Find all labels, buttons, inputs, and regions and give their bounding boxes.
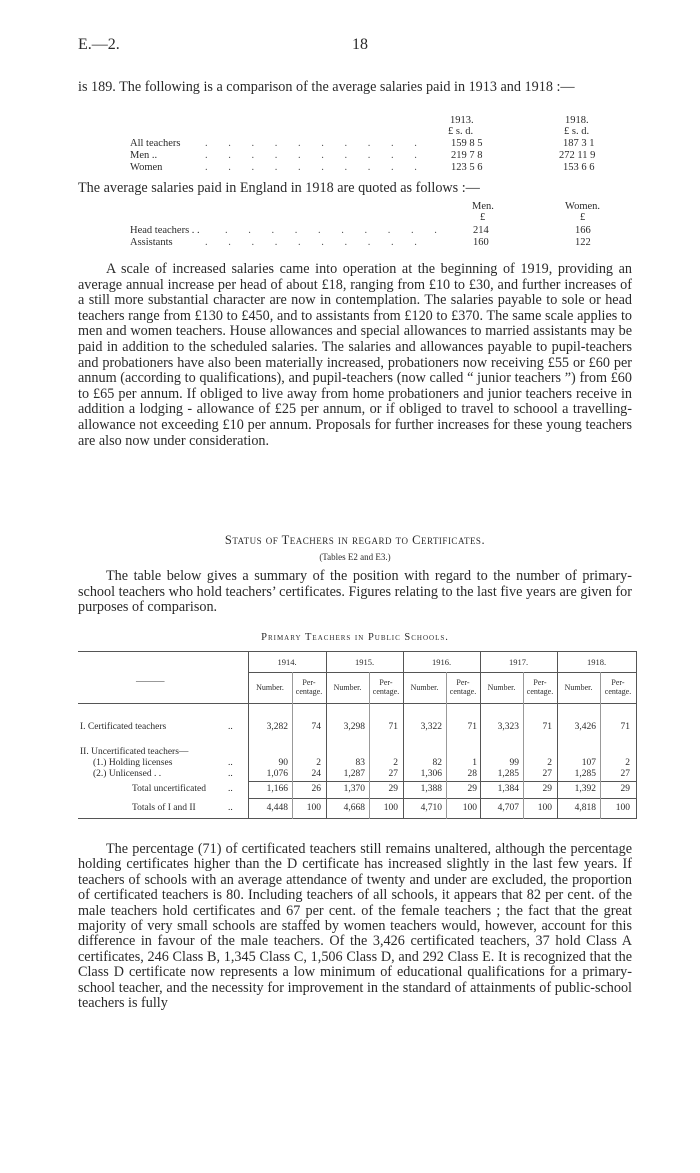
table-corner-dash: ——— (136, 677, 165, 687)
value-1918: 153 6 6 (563, 162, 595, 173)
cell-percentage: 24 (311, 769, 321, 779)
cell-number: 3,282 (266, 722, 288, 732)
cell-percentage: 28 (467, 769, 477, 779)
intro-paragraph: is 189. The following is a comparison of the average salaries paid in 1913 and 1918 :— (78, 79, 575, 95)
cell-percentage: 29 (388, 784, 398, 794)
cell-number: 99 (509, 758, 519, 768)
cell-percentage: 71 (467, 722, 477, 732)
table-title: Primary Teachers in Public Schools. (261, 632, 449, 643)
teachers-table (78, 651, 637, 819)
cell-number: 4,710 (420, 803, 442, 813)
cell-percentage: 2 (316, 758, 321, 768)
col-heading-men: Men. (472, 201, 494, 212)
subheading-number: Number. (410, 683, 439, 692)
cell-percentage: 100 (462, 803, 477, 813)
section-subheading: (Tables E2 and E3.) (319, 552, 391, 562)
cell-percentage: 71 (620, 722, 630, 732)
cell-percentage: 74 (311, 722, 321, 732)
cell-percentage: 1 (472, 758, 477, 768)
subheading-number: Number. (487, 683, 516, 692)
value-women: 166 (575, 225, 591, 236)
percentage-paragraph: The percentage (71) of certificated teachers still remains unaltered, although the percentage holding certificates higher than the D certificate has increased slightly in the last few years. If teachers of schools with an average attendance of twenty and under are excluded, the proportion of certificated teachers is 80. Including teachers of all schools, it appears that 82 per cent. of the male teachers hold certificates and 67 per cent. of the female teachers ; the fact that the great majority of very small schools are staffed by women teachers would, however, account for this difference in favour of the male teachers. Of the 3,426 certificated teachers, 37 hold Class A certificates, 246 Class B, 1,345 Class C, 1,506 Class D, and 292 Class E. It is recognized that the Class D certificate now represents a low minimum of educational qualifications for a primary-school teacher, and the necessity for improvement in the standard of attainments of public-school teachers is fully (78, 841, 632, 1012)
cell-percentage: 27 (388, 769, 398, 779)
row-label-uncertificated: II. Uncertificated teachers— (80, 747, 189, 757)
leader-dots: . . . . . . . . . . (225, 225, 446, 236)
year-heading: 1917. (508, 657, 529, 667)
row-label-totals: Totals of I and II (132, 803, 196, 813)
cell-percentage: 71 (388, 722, 398, 732)
value-men: 214 (473, 225, 489, 236)
cell-number: 1,370 (343, 784, 365, 794)
cell-percentage: 27 (542, 769, 552, 779)
table-top-rule (78, 651, 637, 652)
year-heading: 1918. (586, 657, 607, 667)
col-heading-1913: 1913. (450, 115, 474, 126)
cell-number: 1,285 (497, 769, 519, 779)
page-number: 18 (352, 36, 368, 53)
year-heading: 1916. (431, 657, 452, 667)
units-1918: £ s. d. (564, 126, 590, 137)
row-label: Head teachers . . (130, 225, 200, 236)
cell-percentage: 100 (537, 803, 552, 813)
cell-number: 1,388 (420, 784, 442, 794)
value-1913: 123 5 6 (451, 162, 483, 173)
year-heading: 1915. (354, 657, 375, 667)
cell-number: 1,285 (574, 769, 596, 779)
leader-dots: . . . . . . . . . . (205, 162, 426, 173)
summary-paragraph: The table below gives a summary of the position with regard to the number of primary-school teachers who hold teachers’ certificates. Figures relating to the last five years are given for purposes of comparison. (78, 568, 632, 616)
cell-number: 82 (432, 758, 442, 768)
cell-percentage: 2 (393, 758, 398, 768)
cell-percentage: 27 (620, 769, 630, 779)
cell-number: 83 (355, 758, 365, 768)
cell-percentage: 29 (467, 784, 477, 794)
cell-number: 1,076 (266, 769, 288, 779)
cell-percentage: 2 (625, 758, 630, 768)
cell-percentage: 29 (620, 784, 630, 794)
cell-number: 1,166 (266, 784, 288, 794)
row-dots: .. (228, 758, 233, 768)
cell-number: 4,818 (574, 803, 596, 813)
cell-number: 3,323 (497, 722, 519, 732)
table-total-rule (248, 798, 637, 799)
cell-number: 4,668 (343, 803, 365, 813)
england-intro: The average salaries paid in England in 1918 are quoted as follows :— (78, 180, 480, 196)
cell-percentage: 2 (547, 758, 552, 768)
cell-number: 4,707 (497, 803, 519, 813)
row-dots: .. (228, 803, 233, 813)
subheading-number: Number. (256, 683, 284, 692)
unit-men: £ (480, 212, 486, 223)
subheading-percentage: Per- centage. (604, 678, 632, 696)
section-heading: Status of Teachers in regard to Certificates. (224, 533, 486, 547)
cell-number: 3,298 (343, 722, 365, 732)
cell-percentage: 100 (306, 803, 321, 813)
row-label-holding-licenses: (1.) Holding licenses (93, 758, 173, 768)
cell-percentage: 71 (542, 722, 552, 732)
cell-percentage: 100 (615, 803, 630, 813)
subheading-number: Number. (333, 683, 362, 692)
value-1913: 219 7 8 (451, 150, 483, 161)
row-label-total-uncertificated: Total uncertificated (132, 784, 206, 794)
scale-paragraph: A scale of increased salaries came into operation at the beginning of 1919, providing an average annual increase per head of about £18, ranging from £10 to £30, and further increases of a still more substantial character are now in contemplation. The salaries payable to sole or head teachers range from £130 to £450, and to assistants from £120 to £370. The same scale applies to men and women teachers. House allowances and special allowances to married assistants may be paid in addition to the scheduled salaries. The salaries and allowances payable to pupil-teachers and probationers have also been materially increased, probationers now receiving £55 or £60 per annum (according to qualifications), and pupil-teachers (now called “ junior teachers ”) from £60 to £65 per annum. If obliged to live away from home probationers and junior teachers receive in addition a lodging - allowance of £25 per annum, or if obliged to travel to schoool a travelling-allowance not exceeding £10 per annum. Proposals for further increases for these young teachers are also now under consideration. (78, 261, 632, 449)
value-men: 160 (473, 237, 489, 248)
cell-percentage: 26 (311, 784, 321, 794)
value-1918: 187 3 1 (563, 138, 595, 149)
table-year-rule (248, 672, 637, 673)
value-1913: 159 8 5 (451, 138, 483, 149)
units-1913: £ s. d. (448, 126, 474, 137)
cell-number: 1,392 (574, 784, 596, 794)
page-reference: E.—2. (78, 36, 120, 53)
subheading-percentage: Per- centage. (526, 678, 554, 696)
table-subtotal-rule (248, 781, 637, 782)
row-dots: .. (228, 722, 233, 732)
cell-number: 4,448 (266, 803, 288, 813)
row-label: Assistants (130, 237, 173, 248)
row-label-certificated: I. Certificated teachers (80, 722, 167, 732)
subheading-number: Number. (564, 683, 593, 692)
cell-number: 3,322 (420, 722, 442, 732)
subheading-percentage: Per- centage. (372, 678, 400, 696)
row-label: All teachers (130, 138, 181, 149)
cell-percentage: 100 (383, 803, 398, 813)
cell-number: 90 (278, 758, 288, 768)
unit-women: £ (580, 212, 586, 223)
subheading-percentage: Per- centage. (449, 678, 477, 696)
row-dots: .. (228, 784, 233, 794)
leader-dots: . . . . . . . . . . (205, 138, 426, 149)
row-label: Men .. (130, 150, 158, 161)
cell-percentage: 29 (542, 784, 552, 794)
subheading-percentage: Per- centage. (295, 678, 323, 696)
cell-number: 107 (581, 758, 596, 768)
table-header-rule (78, 703, 637, 704)
leader-dots: . . . . . . . . . . (205, 237, 426, 248)
cell-number: 1,384 (497, 784, 519, 794)
leader-dots: . . . . . . . . . . (205, 150, 426, 161)
year-heading: 1914. (277, 657, 297, 667)
table-bottom-rule (78, 818, 637, 819)
cell-number: 1,287 (343, 769, 365, 779)
row-label-unlicensed: (2.) Unlicensed . . (93, 769, 162, 779)
col-heading-women: Women. (565, 201, 601, 212)
cell-number: 3,426 (574, 722, 596, 732)
row-dots: .. (228, 769, 233, 779)
value-women: 122 (575, 237, 591, 248)
col-heading-1918: 1918. (565, 115, 589, 126)
row-label: Women (130, 162, 163, 173)
table-vrule (636, 651, 637, 819)
value-1918: 272 11 9 (559, 150, 596, 161)
cell-number: 1,306 (420, 769, 442, 779)
